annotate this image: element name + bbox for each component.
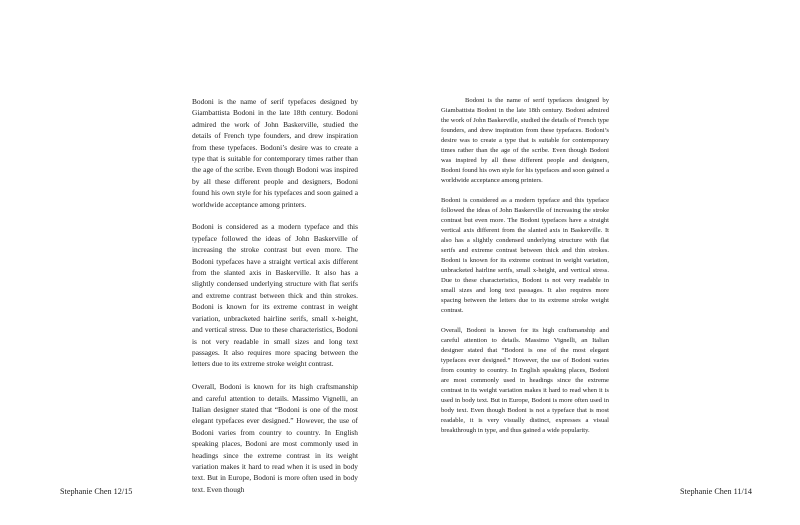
left-paragraph-1: Bodoni is the name of serif typefaces designed by Giambattista Bodoni in the late 18th century. Bodoni admired the work of John Baskerville, studied the details of French type founders, and drew inspiration from these typefaces. Bodoni’s desire was to create a type that is suitable for contemporary times rather than the age of the scribe. Even though Bodoni was inspired by all these different people and designers, Bodoni found his own style for his typefaces and soon gained a worldwide acceptance among printers. [192, 97, 358, 209]
left-page-footer: Stephanie Chen 12/15 [60, 487, 133, 496]
right-paragraph-2: Bodoni is considered as a modern typeface and this typeface followed the ideas of John Baskerville of increasing the stroke contrast but even more. The Bodoni typefaces have a straight vertical axis different from the slanted axis in Baskerville. It also has a slightly condensed underlying structure with flat serifs and extreme contrast between thick and thin strokes. Bodoni is known for its extreme contrast in weight variation, unbracketed hairline serifs, small x-height, and vertical stress. Due to these characteristics, Bodoni is not very readable in small sizes and long text passages. It also requires more spacing between the letters due to its extreme stroke weight contrast. [441, 197, 609, 314]
right-paragraph-3: Overall, Bodoni is known for its high craftsmanship and careful attention to details. Massimo Vignelli, an Italian designer stated that “Bodoni is one of the most elegant typefaces ever designed.” However, the use of Bodoni varies from country to country. In English speaking places, Bodoni are most commonly used in headings since the extreme contrast in its weight variation makes it hard to read when it is used in body text. But in Europe, Bodoni is more often used in body text. Even though Bodoni is not a typeface that is most readable, it is very visually distinct, expresses a visual breakthrough in type, and thus gained a wide popularity. [441, 327, 609, 434]
left-page-text-column [192, 96, 358, 495]
left-paragraph-2: Bodoni is considered as a modern typeface and this typeface followed the ideas of John Baskerville of increasing the stroke contrast but even more. The Bodoni typefaces have a straight vertical axis different from the slanted axis in Baskerville. It also has a slightly condensed underlying structure with flat serifs and extreme contrast between thick and thin strokes. Bodoni is known for its extreme contrast in weight variation, unbracketed hairline serifs, small x-height, and vertical stress. Due to these characteristics, Bodoni is not very readable in small sizes and long text passages. It also requires more spacing between the letters due to its extreme stroke weight contrast. [192, 222, 358, 369]
left-paragraph-3: Overall, Bodoni is known for its high craftsmanship and careful attention to details. Massimo Vignelli, an Italian designer stated that “Bodoni is one of the most elegant typefaces ever designed.” However, the use of Bodoni varies from country to country. In English speaking places, Bodoni are most commonly used in headings since the extreme contrast in its weight variation makes it hard to read when it is used in body text. But in Europe, Bodoni is more often used in body text. Even though [192, 382, 358, 494]
right-paragraph-1: Bodoni is the name of serif typefaces designed by Giambattista Bodoni in the late 18th century. Bodoni admired the work of John Baskerville, studied the details of French type founders, and drew inspiration from these typefaces. Bodoni’s desire was to create a type that is suitable for contemporary times rather than the age of the scribe. Even though Bodoni was inspired by all these different people and designers, Bodoni found his own style for his typefaces and soon gained a worldwide acceptance among printers. [441, 97, 609, 184]
right-page-footer: Stephanie Chen 11/14 [679, 487, 752, 496]
right-page-text-column [441, 96, 609, 436]
